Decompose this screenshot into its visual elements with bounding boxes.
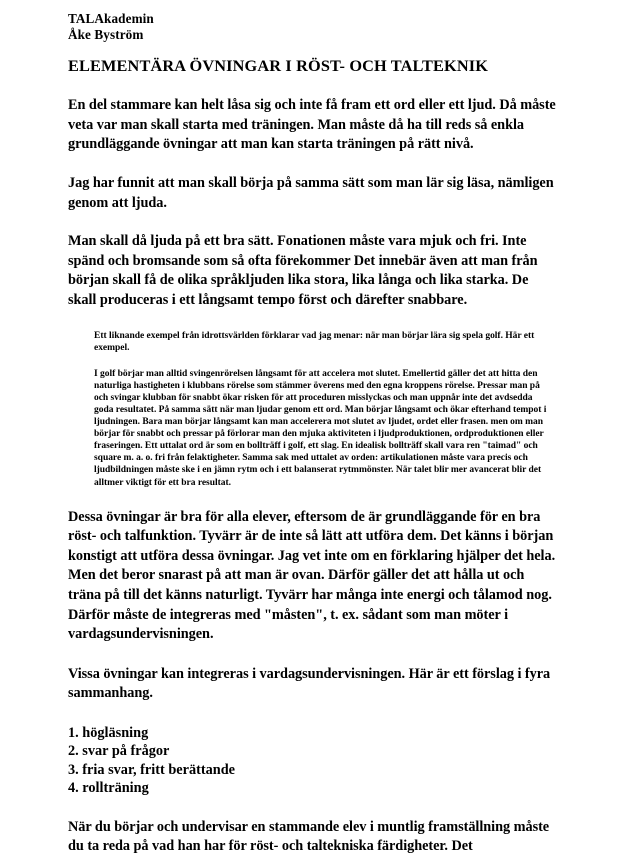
spacer (68, 213, 558, 232)
document-header (68, 11, 558, 42)
list-item: 4. rollträning (68, 780, 149, 797)
author-name: Åke Byström (68, 26, 144, 42)
golf-analogy-intro: Ett liknande exempel från idrottsvärlden förklarar vad jag menar: när man börjar lära sig spela golf. Här ett exempel. (94, 330, 535, 353)
list-item: 1. högläsning (68, 725, 149, 741)
spacer (94, 354, 554, 368)
paragraph-phonation: Man skall då ljuda på ett bra sätt. Fonationen måste vara mjuk och fri. Inte spänd och bromsande som så ofta förekommer Det innebär även att man från början skall få de olika språkljuden lika stora, lika långa och lika starka. De skall produceras i ett långsamt tempo först och därefter snabbare. (68, 233, 538, 308)
spacer (68, 76, 558, 96)
organization-name: TALAkademin (68, 11, 154, 26)
spacer (68, 311, 558, 330)
paragraph-integration: Vissa övningar kan integreras i vardagsundervisningen. Här är ett förslag i fyra sammanhang. (68, 665, 551, 702)
paragraph-exercise-benefits: Dessa övningar är bra för alla elever, eftersom de är grundläggande för en bra röst- och talfunktion. Tyvärr är de inte så lätt att utföra dem. Det känns i början konstigt att utföra dessa övningar. Jag vet inte om en förklaring hjälper det hela. Men det beror snarast på att man är ovan. Därför gäller det att hålla ut och träna på till det känns naturligt. Tyvärr har många inte energi och tålamod nog. Därför måste de integreras med "måsten", t. ex. sådant som man möter i vardagsundervisningen. (68, 508, 556, 643)
spacer (68, 704, 558, 724)
paragraph-intro: En del stammare kan helt låsa sig och inte få fram ett ord eller ett ljud. Då måste veta var man skall starta med träningen. Man måste då ha till reds så enkla grundläggande övningar att man kan starta träningen på rätt nivå. (68, 97, 556, 153)
golf-analogy-body: I golf börjar man alltid svingenrörelsen långsamt för att accelera mot slutet. Emellertid gäller det att hitta den naturliga hastigheten i klubbans rörelse som stämmer överens med den egna kroppens rörelse. Pressar man på och svingar klubban för snabbt ökar risken för att proceduren misslyckas och man uppnår inte det avdsedda goda resultatet. På samma sätt när man ljudar genom ett ord. Man börjar långsamt och ökar efterhand tempot i ljudningen. Bara man börjar långsamt kan man accelerera mot slutet av ljudet, ordet eller frasen. men om man börjar för snabbt och pressar på förlorar man den mjuka aktiviteten i ljudproduktionen, ordproduktionen eller fraseringen. Ett uttalat ord är som en bollträff i golf, ett slag. En idealisk bollträff skall vara ren "taimad" och square m. a. o. fri från felaktigheter. Samma sak med uttalet av orden: artikulationen måste vara precis och ljudbildningen måste ske i en jämn rytm och i ett balanserat rytmmönster. När talet blir mer avancerat blir det alltmer viktigt för ett bra resultat. (94, 368, 547, 488)
document-title: ELEMENTÄRA ÖVNINGAR I RÖST- OCH TALTEKNIK (68, 56, 489, 76)
paragraph-assessment: När du börjar och undervisar en stammande elev i muntlig framställning måste du ta reda på vad han har för röst- och taltekniska färdigheter. Det (68, 818, 550, 855)
golf-analogy-block (94, 330, 554, 489)
list-item: 2. svar på frågor (68, 743, 170, 760)
spacer (68, 645, 558, 665)
context-list (68, 724, 558, 798)
paragraph-reading-method: Jag har funnit att man skall börja på samma sätt som man lär sig läsa, nämligen genom att ljuda. (68, 174, 554, 211)
spacer (68, 489, 558, 508)
spacer (68, 155, 558, 174)
list-item: 3. fria svar, fritt berättande (68, 761, 236, 778)
